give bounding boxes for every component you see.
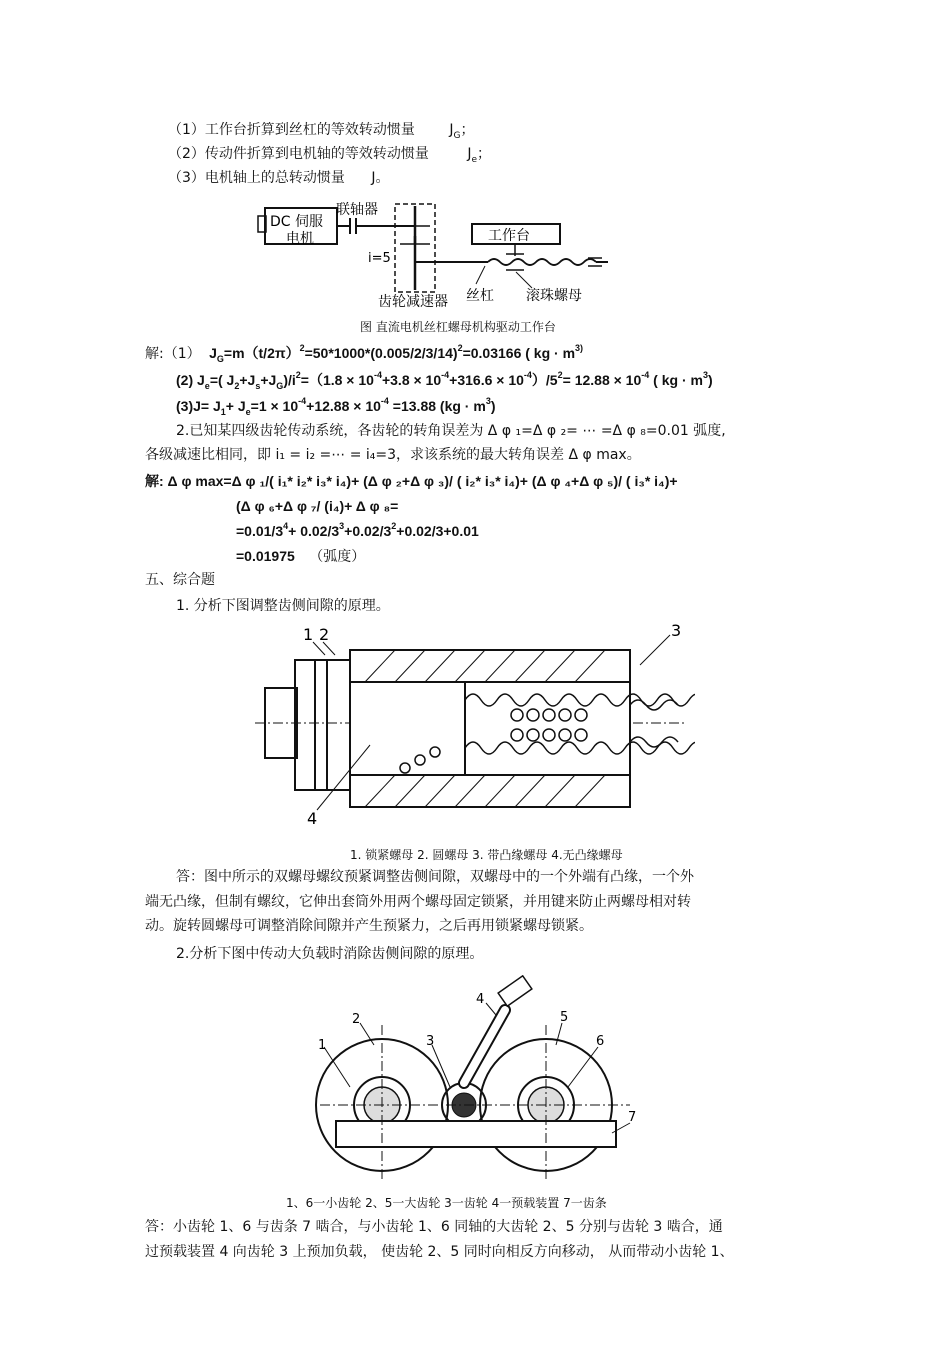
fig2-label-2: 2 [319,625,330,644]
question-2 [168,145,491,165]
fig3-label-4: 4 [476,992,485,1007]
problem-2-line-1: 2.已知某四级齿轮传动系统，各齿轮的转角误差为 Δ φ ₁=Δ φ ₂= ⋯ =Δ φ ₈=0.01 弧度, [176,423,726,439]
answer-2-line-1: 答：小齿轮 1、6 与齿条 7 啮合，与小齿轮 1、6 同轴的大齿轮 2、5 分别与齿轮 3 啮合，通 [145,1219,723,1235]
fig3-label-7: 7 [628,1110,637,1125]
motor-screw-diagram [250,196,620,314]
coupling-label: 联轴器 [336,202,378,218]
fig2-label-3: 3 [671,621,682,640]
ratio-label: i=5 [368,251,391,266]
figure-1-caption: 图 直流电机丝杠螺母机构驱动工作台 [360,320,556,334]
nut-without-flange [350,682,465,775]
answer-2-line-2: 过预载装置 4 向齿轮 3 上预加负载， 使齿轮 2、5 同时向相反方向移动， 从而带动小齿轮 1、 [145,1244,734,1260]
question-1-symbol: $J_G$； [449,122,475,141]
answer-1-line-2: 端无凸缘，但制有螺纹，它伸出套筒外用两个螺母固定锁紧，并用键来防止两螺母相对转 [145,894,691,910]
fig2-label-1: 1 [303,625,314,644]
fig2-label-4: 4 [307,809,318,828]
screw-thread [488,259,596,265]
section-5-heading: 五、综合题 [145,572,215,588]
question-3-symbol: J。 [371,170,390,186]
gear-rack-figure [310,975,640,1185]
solution-1-line-1: 解:（1） $J_G=m(t/2\pi)^2=50*1000*(0.005/2/3/14)^2=0.03166$ ( kg · $m^{3)}$ [145,343,584,364]
answer-1-line-1: 答：图中所示的双螺母螺纹预紧调整齿侧间隙，双螺母中的一个外端有凸缘，一个外 [176,869,694,885]
question-1 [168,121,474,141]
rack-7 [336,1121,616,1147]
fig3-label-5: 5 [560,1010,569,1025]
solution-1-line-3: $(3)J= J_1+ J_e=1 \times 10^{-4}+12.88 \times 10^{-4} =13.88$ $(kg \cdot m^3)$ [176,396,496,417]
motor-label-2: 电机 [286,231,314,247]
fig3-label-3: 3 [426,1034,435,1049]
nut-label: 滚珠螺母 [526,288,582,304]
lock-nut-body [295,660,350,790]
section-5-problem-1: 1. 分析下图调整齿侧间隙的原理。 [176,598,390,614]
figure-2-caption: 1. 锁紧螺母 2. 圆螺母 3. 带凸缘螺母 4.无凸缘螺母 [350,848,623,862]
preload-device-4 [498,976,532,1006]
question-2-symbol: $J_e$； [467,146,492,165]
solution-2-line-3: $=0.01/3^4+ 0.02/3^3+0.02/3^2+0.02/3+0.01$ [236,521,479,539]
motor-label-1: DC 伺服 [270,214,324,230]
ball-screw-figure [255,620,695,830]
problem-2-line-2: 各级减速比相同，即 i₁ = i₂ =⋯ = i₄=3，求该系统的最大转角误差 Δ φ max。 [145,447,641,463]
gearbox-label: 齿轮减速器 [378,294,448,310]
section-5-problem-2: 2.分析下图中传动大负载时消除齿侧间隙的原理。 [176,946,484,962]
solution-2-line-1: 解: Δ φ max=Δ φ ₁/( i₁* i₂* i₃* i₄)+ (Δ φ ₂+Δ φ ₃)/ ( i₂* i₃* i₄)+ (Δ φ ₄+Δ φ ₅)/ ( i₃* i₄)+ [145,473,678,489]
fig3-label-1: 1 [318,1038,327,1053]
solution-1-line-2: (2) $J_e=$( $J_2+J_s+J_G)/i^2=(1.8 \times 10^{-4}+3.8 \times 10^{-4}+316.6 \times 10^{-4})/5^2= 12.88 \times 10^{-4}$ ( kg · $m^3$) [176,370,713,391]
solution-2-line-4: =0.01975 （弧度） [236,548,366,565]
question-2-text: （2）传动件折算到电机轴的等效转动惯量 [168,146,429,162]
fig3-label-2: 2 [352,1012,361,1027]
question-3 [168,169,390,187]
fig3-label-6: 6 [596,1034,605,1049]
question-3-text: （3）电机轴上的总转动惯量 [168,170,345,186]
question-1-text: （1）工作台折算到丝杠的等效转动惯量 [168,122,415,138]
answer-1-line-3: 动。旋转圆螺母可调整消除间隙并产生预紧力，之后再用锁紧螺母锁紧。 [145,918,593,934]
solution-2-line-2: (Δ φ ₆+Δ φ ₇/ (i₄)+ Δ φ ₈= [236,498,399,514]
table-label: 工作台 [488,228,530,244]
screw-label: 丝杠 [466,288,494,304]
figure-3-caption: 1、6一小齿轮 2、5一大齿轮 3一齿轮 4一预载装置 7一齿条 [286,1196,607,1210]
